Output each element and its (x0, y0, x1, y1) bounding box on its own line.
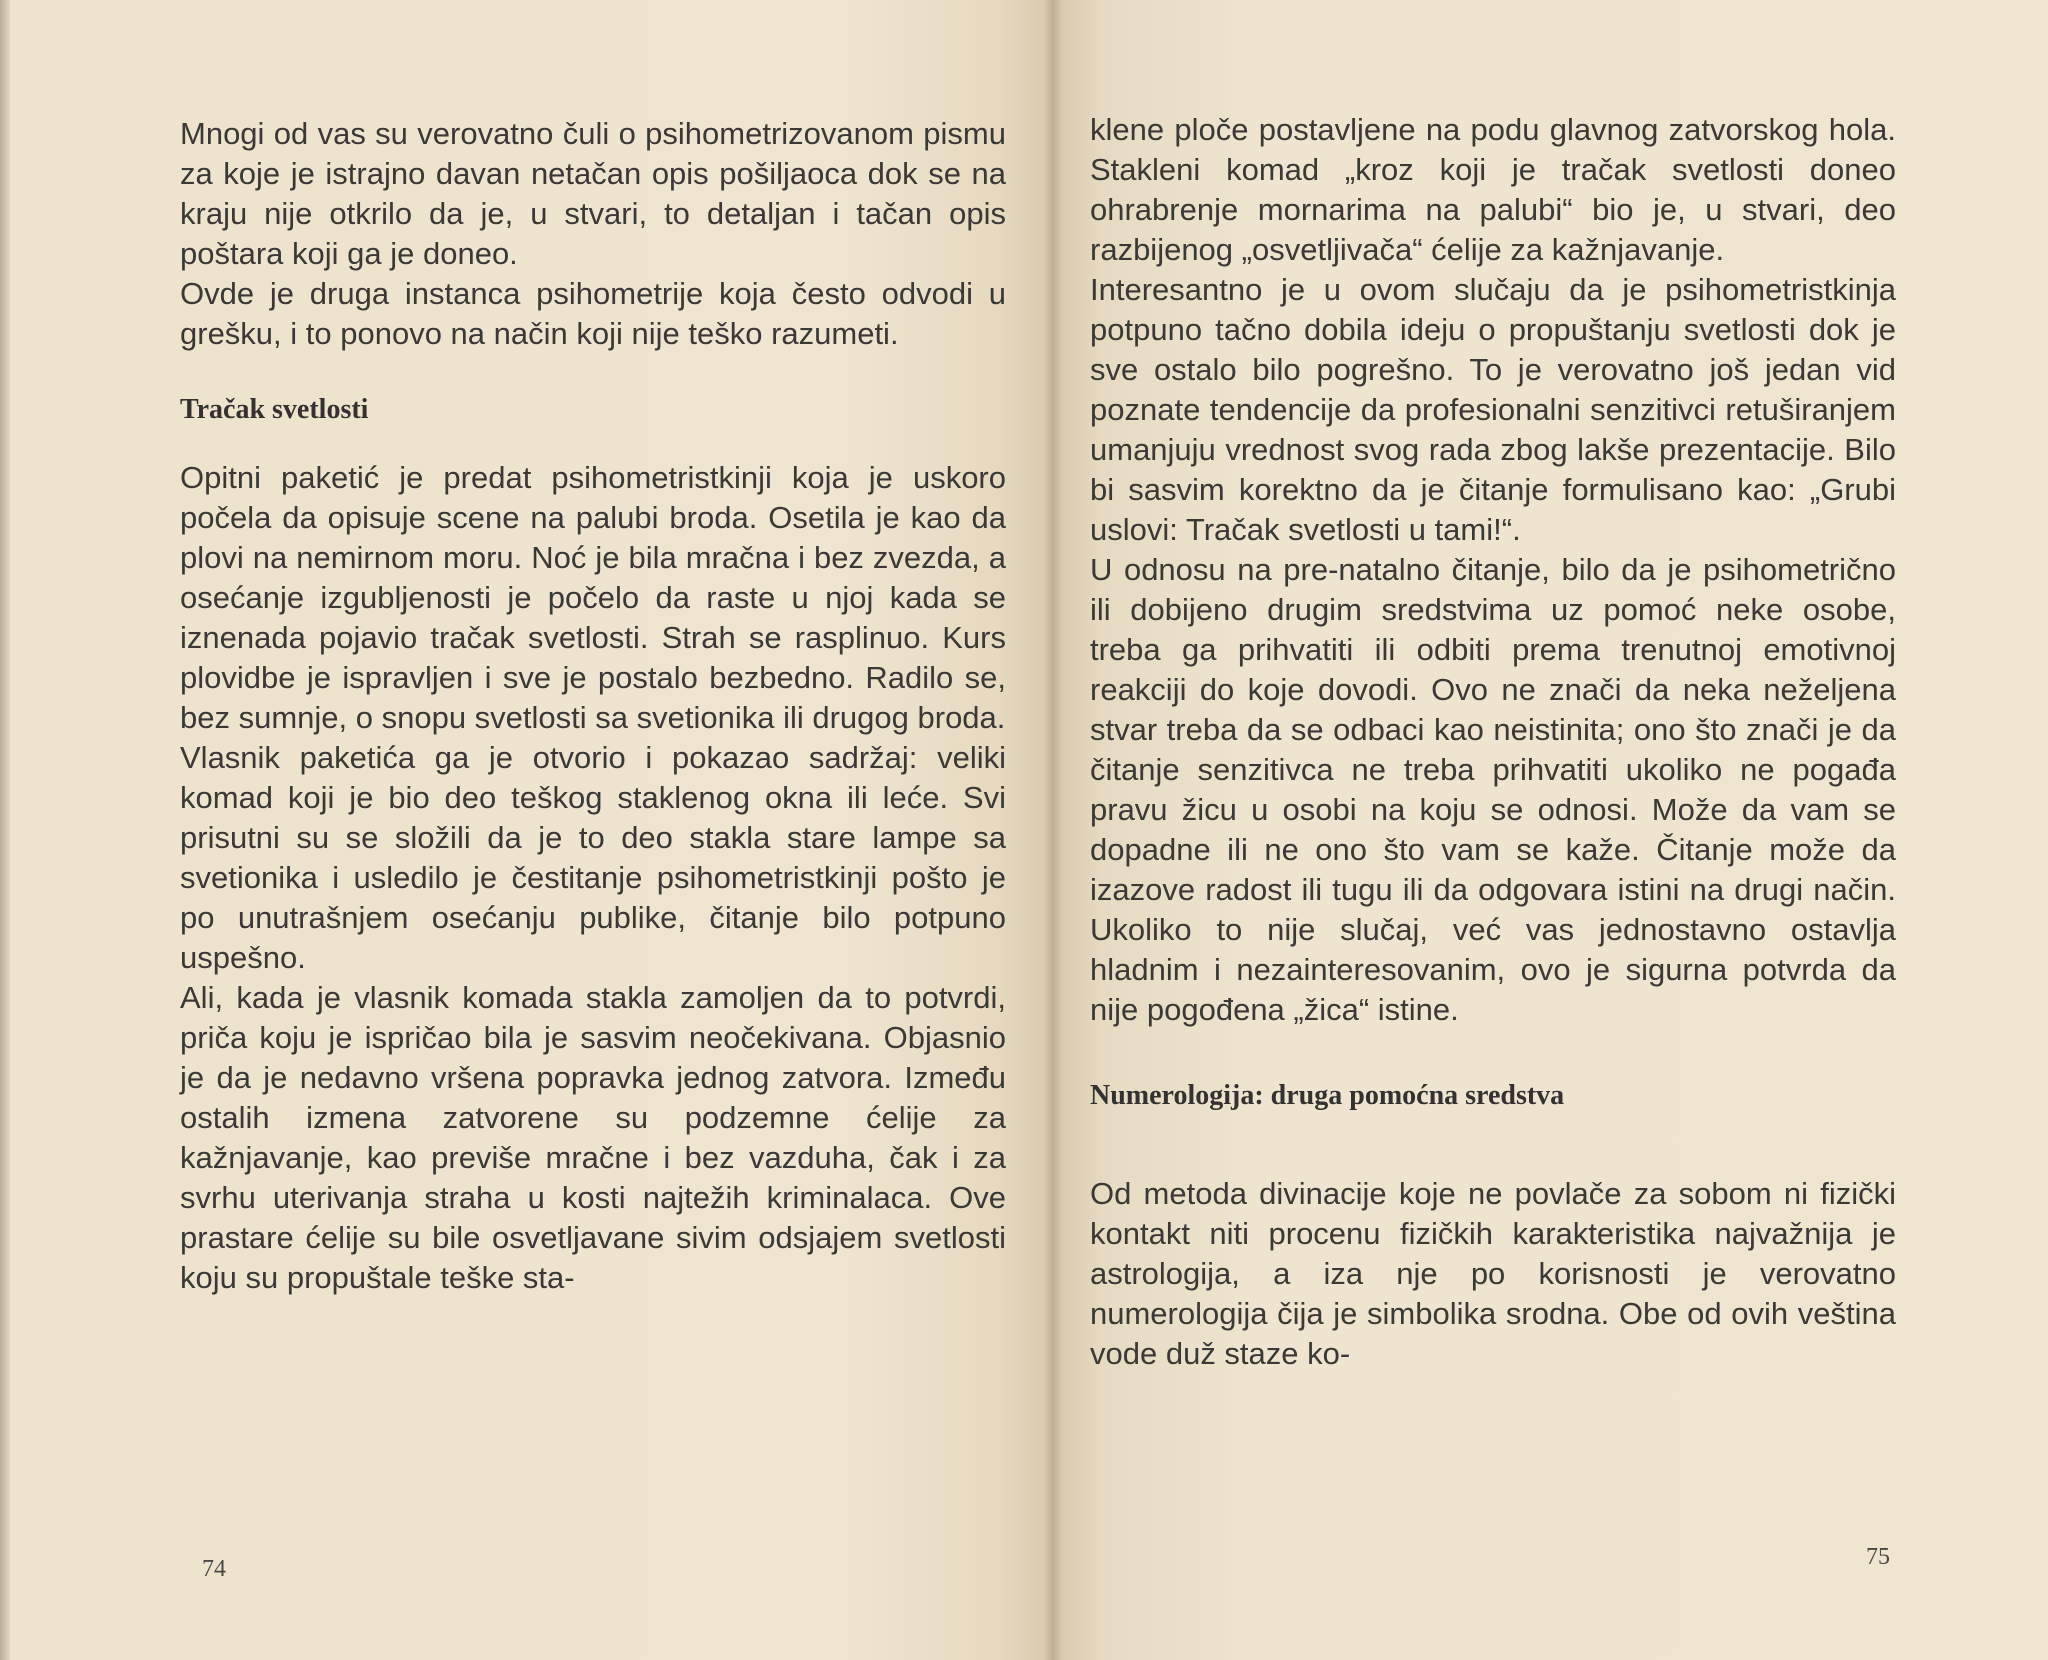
paragraph: Interesantno je u ovom slučaju da je psihometristkinja potpuno tačno dobila ideju o propuštanju svetlosti dok je sve ostalo bilo pogrešno. To je verovatno još jedan vid poznate tendencije da profesionalni senzitivci retuširanjem umanjuju vrednost svog rada zbog lakše prezentacije. Bilo bi sasvim korektno da je čitanje formulisano kao: „Grubi uslovi: Tračak svetlosti u tami!“. (1090, 272, 1896, 547)
paragraph: Mnogi od vas su verovatno čuli o psihometrizovanom pismu za koje je istrajno davan netačan opis pošiljaoca dok se na kraju nije otkrilo da je, u stvari, to detaljan i tačan opis poštara koji ga je doneo. (180, 116, 1006, 271)
paragraph: Ovde je druga instanca psihometrije koja često odvodi u grešku, i to ponovo na način koji nije teško razumeti. (180, 276, 1006, 351)
book-edge (0, 0, 10, 1660)
paragraph: Vlasnik paketića ga je otvorio i pokazao sadržaj: veliki komad koji je bio deo teškog staklenog okna ili leće. Svi prisutni su se složili da je to deo stakla stare lampe sa svetionika i usledilo je čestitanje psihometristkinji pošto je po unutrašnjem osećanju publike, čitanje bilo potpuno uspešno. (180, 740, 1006, 975)
paragraph: klene ploče postavljene na podu glavnog zatvorskog hola. Stakleni komad „kroz koji je tračak svetlosti doneo ohrabrenje mornarima na palubi“ bio je, u stvari, deo razbijenog „osvetljivača“ ćelije za kažnjavanje. (1090, 112, 1896, 267)
paragraph: Opitni paketić je predat psihometristkinji koja je uskoro počela da opisuje scene na palubi broda. Osetila je kao da plovi na nemirnom moru. Noć je bila mračna i bez zvezda, a osećanje izgubljenosti je počelo da raste u njoj kada se iznenada pojavio tračak svetlosti. Strah se rasplinuo. Kurs plovidbe je ispravljen i sve je postalo bezbedno. Radilo se, bez sumnje, o snopu svetlosti sa svetionika ili drugog broda. (180, 460, 1006, 735)
section-heading: Numerologija: druga pomoćna sredstva (1090, 1080, 1565, 1111)
paragraph: Ali, kada je vlasnik komada stakla zamoljen da to potvrdi, priča koju je ispričao bila je sasvim neočekivana. Objasnio je da je nedavno vršena popravka jednog zatvora. Između ostalih izmena zatvorene su podzemne ćelije za kažnjavanje, kao previše mračne i bez vazduha, čak i za svrhu uterivanja straha u kosti najtežih kriminalaca. Ove prastare ćelije su bile osvetljavane sivim odsjajem svetlosti koju su propuštale teške sta- (180, 980, 1006, 1295)
paragraph: Od metoda divinacije koje ne povlače za sobom ni fizički kontakt niti procenu fizičkih karakteristika najvažnija je astrologija, a iza nje po korisnosti je verovatno numerologija čija je simbolika srodna. Obe od ovih veština vode duž staze ko- (1090, 1176, 1896, 1371)
page-number: 75 (1866, 1544, 1890, 1570)
page-number: 74 (202, 1556, 226, 1582)
left-page-text (180, 114, 1006, 1298)
section-heading: Tračak svetlosti (180, 394, 369, 425)
book-gutter (1044, 0, 1062, 1660)
paragraph: U odnosu na pre-natalno čitanje, bilo da je psihometrično ili dobijeno drugim sredstvima uz pomoć neke osobe, treba ga prihvatiti ili odbiti prema trenutnoj emotivnoj reakciji do koje dovodi. Ovo ne znači da neka neželjena stvar treba da se odbaci kao neistinita; ono što znači je da čitanje senzitivca ne treba prihvatiti ukoliko ne pogađa pravu žicu u osobi na koju se odnosi. Može da vam se dopadne ili ne ono što vam se kaže. Čitanje može da izazove radost ili tugu ili da odgovara istini na drugi način. Ukoliko to nije slučaj, već vas jednostavno ostavlja hladnim i nezainteresovanim, ovo je sigurna potvrda da nije pogođena „žica“ istine. (1090, 552, 1896, 1027)
right-page-text (1090, 110, 1896, 1374)
